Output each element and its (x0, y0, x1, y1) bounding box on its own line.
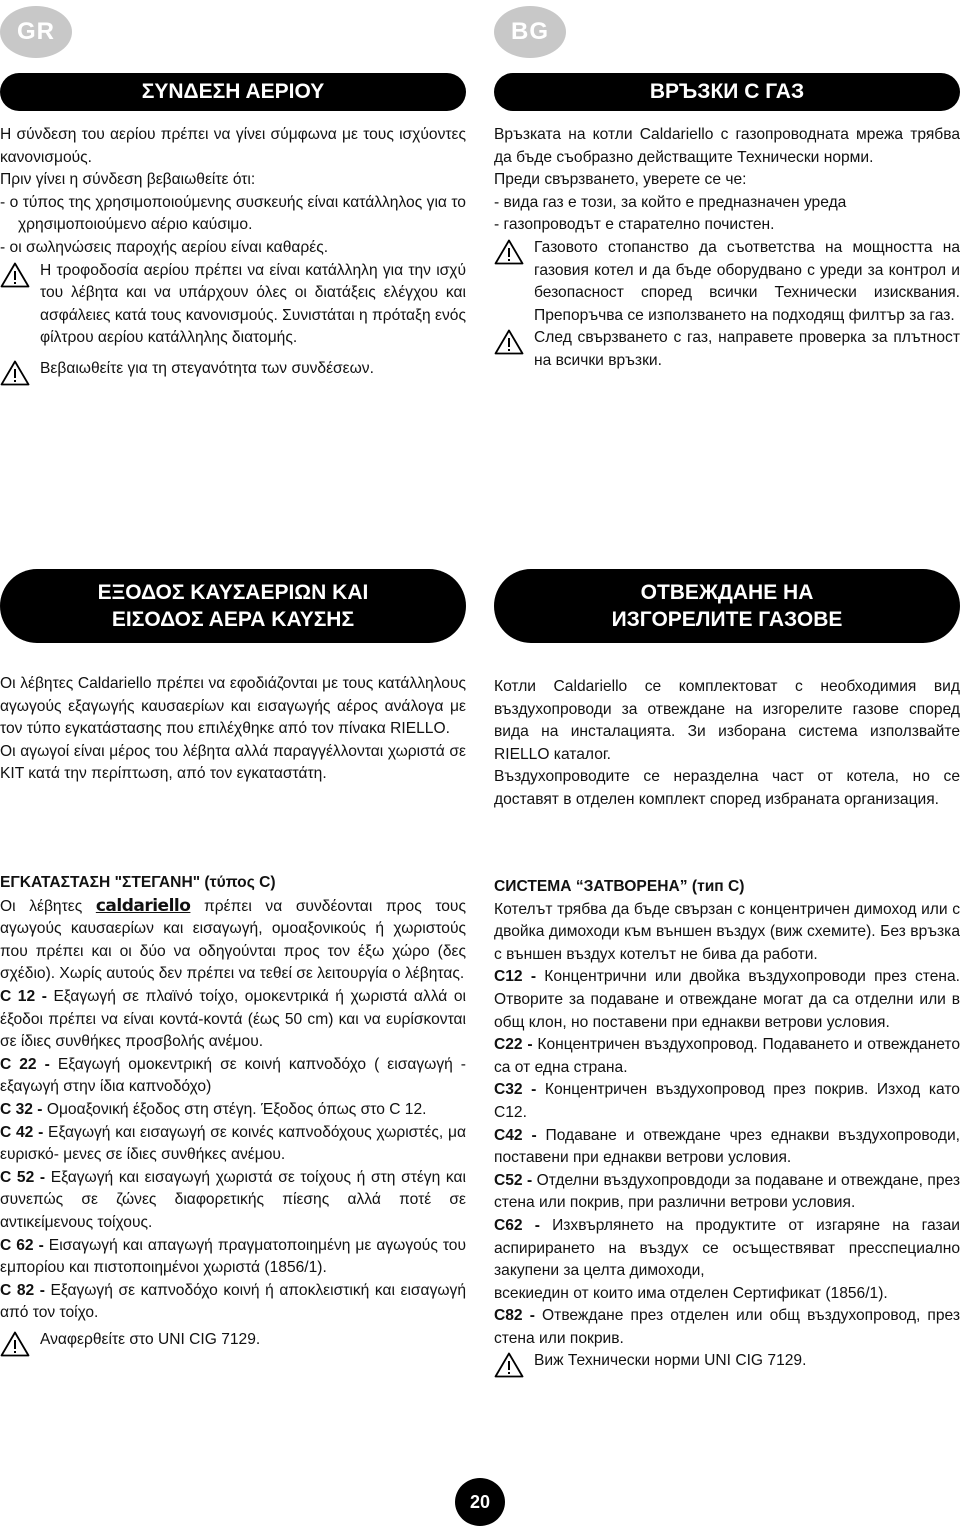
gr-sealed-heading: ΕΓΚΑΤΑΣΤΑΣΗ "ΣΤΕΓΑΝΗ" (τύπος C) (0, 874, 276, 891)
bg-exhaust-title-line: ОТВЕЖДАНЕ НА (640, 581, 814, 604)
gr-gas-section (0, 124, 466, 381)
gr-gas-connection-title: ΣΥΝΔΕΣΗ ΑΕΡΙΟΥ (0, 73, 466, 111)
bg-sealed-intro: Котелът трябва да бъде свързан с концентричен димоход или с двойка димоходи към външен въздух (виж схемите). Без връзка с външен въздух котелът не бива да работи. (494, 900, 960, 963)
bg-exhaust-title-line: ИЗГОРЕЛИТЕ ГАЗОВЕ (611, 608, 843, 631)
bg-gas-warning (494, 237, 960, 327)
bg-gas-warning (494, 327, 960, 372)
gr-gas-warning (0, 260, 466, 350)
gr-gas-paragraph: Η σύνδεση του αερίου πρέπει να γίνει σύμφωνα με τους ισχύοντες κανονισμούς. (0, 126, 466, 166)
gr-sealed-note-text: Αναφερθείτε στο UNI CIG 7129. (40, 1330, 261, 1348)
bg-gas-connection-title: ВРЪЗКИ С ГАЗ (494, 73, 960, 111)
bg-exhaust-title (494, 569, 960, 643)
language-badge-gr: GR (0, 6, 72, 58)
bg-type-c62: C62 - Изхвърлянето на продуктите от изгаряне на газаи аспирирането на въздух се осъществяват пресспециално закупени за целта димоходи, (494, 1216, 960, 1280)
gr-exhaust-title (0, 569, 466, 643)
gr-sealed-intro: Οι λέβητες caldariello πρέπει να συνδέονται προς τους αγωγούς καυσαερίων και εισαγωγή, ομοαξονικούς ή χωριστούς που πρέπει και οι δύο να οδηγούνται προς τον έξω χώρο (δες σχέδιο). Χωρίς αυτούς δεν πρέπει να τεθεί σε λειτουργία ο λέβητας. (0, 895, 466, 983)
bg-sealed-heading: СИСТЕМА “ЗАТВОРЕНА” (тип С) (494, 878, 745, 895)
gr-exhaust-paragraph: Οι αγωγοί είναι μέρος του λέβητα αλλά παραγγέλλονται χωριστά σε KIT κατά την περίπτωση, από τον εγκαταστάτη. (0, 742, 466, 783)
gr-exhaust-title-line: ΕΙΣΟΔΟΣ ΑΕΡΑ ΚΑΥΣΗΣ (111, 608, 355, 631)
page-number: 20 (455, 1478, 505, 1526)
gr-gas-list-item: - ο τύπος της χρησιμοποιούμενης συσκευής είναι κατάλληλος για το χρησιμοποιούμενο αέριο καύσιμο. (0, 193, 466, 234)
bg-gas-paragraph: Връзката на котли Caldariello с газопроводната мрежа трябва да бъде съобразно действащите Технически норми. (494, 126, 960, 166)
bg-gas-warning-text: След свързването с газ, направете проверка за плътност на всички връзки. (534, 329, 960, 369)
gr-type-c22: C 22 - Εξαγωγή ομοκεντρική σε κοινή καπνοδόχο ( εισαγωγή - εξαγωγή στην ίδια καπνοδόχο) (0, 1055, 467, 1096)
bg-type-c22: C22 - Концентричен въздухопровод. Подаването и отвеждането са от една страна. (494, 1036, 960, 1076)
bg-exhaust-paragraph: Въздухопроводите се неразделна част от котела, но се доставят в отделен комплект според избраната организация. (494, 768, 960, 808)
bg-type-c82: C82 - Отвеждане през отделен или общ въздухопровод, през стена или покрив. (494, 1307, 960, 1347)
gr-type-c82: C 82 - Εξαγωγή σε καπνοδόχο κοινή ή αποκλειστική και εισαγωγή από τον τοίχο. (0, 1281, 467, 1322)
bg-sealed-note-text: Виж Технически норми UNI CIG 7129. (534, 1352, 807, 1370)
gr-type-c62: C 62 - Εισαγωγή και απαγωγή πραγματοποιημένη με αγωγούς του εμπορίου και πιστοποιημένοι χωριστά (1856/1). (0, 1236, 466, 1277)
gr-gas-warning-text: Βεβαιωθείτε για τη στεγανότητα των συνδέσεων. (40, 359, 374, 377)
bg-type-c52: C52 - Отделни въздухопровдоди за подаване и отвеждане, през стена или покрив, при различни ветрови условия. (494, 1171, 960, 1212)
gr-type-c32: C 32 - Ομοαξονική έξοδος στη στέγη. Έξοδος όπως στο C 12. (0, 1100, 427, 1118)
caldariello-logo: caldariello (95, 895, 191, 916)
gr-gas-warning-text: Η τροφοδοσία αερίου πρέπει να είναι κατάλληλη για την ισχύ του λέβητα και να υπάρχουν όλες οι διατάξεις ελέγχου και ασφάλειες κατά τους κανονισμούς. Συνιστάται η πρόταξη ενός φίλτρου αερίου κατάλληλης διατομής. (40, 261, 466, 347)
gr-exhaust-paragraph: Οι λέβητες Caldariello πρέπει να εφοδιάζονται με τους κατάλληλους αγωγούς εξαγωγής καυσαερίων και εισαγωγής αέρος ανάλογα με τον τύπο εγκατάστασης που επιλέχθηκε από τον πίνακα RIELLO. (0, 675, 466, 738)
bg-gas-list-item: - газопроводът е старателно почистен. (494, 216, 775, 234)
gr-gas-before-paragraph: Πριν γίνει η σύνδεση βεβαιωθείτε ότι: (0, 171, 256, 189)
warning-icon (0, 262, 30, 288)
warning-icon (494, 1352, 524, 1378)
bg-sealed-section (494, 876, 960, 1373)
gr-type-c52: C 52 - Εξαγωγή και εισαγωγή χωριστά σε τοίχους ή στη στέγη και συνεπώς σε ζώνες διαφορετικής πίεσης αλλά ποτέ σε αντικείμενους τοίχους. (0, 1168, 467, 1231)
bg-gas-list-item: - вида газ е този, за който е предназначен уреда (494, 193, 847, 211)
bg-type-c42: C42 - Подаване и отвеждане чрез еднакви въздухопроводи, поставени при еднакви ветрови условия. (494, 1126, 960, 1167)
warning-icon (0, 1331, 30, 1357)
warning-icon (494, 239, 524, 265)
gr-gas-list-item: - οι σωληνώσεις παροχής αερίου είναι καθαρές. (0, 238, 329, 256)
gr-type-c12: C 12 - Εξαγωγή σε πλαϊνό τοίχο, ομοκεντρικά ή χωριστά αλλά οι έξοδοι πρέπει να είναι κοντά-κοντά (έως 50 cm) και να ευρίσκονται σε ίδιες συνθήκες προσβολής ανέμου. (0, 987, 466, 1051)
bg-type-c62-cert: всекиедин от които има отделен Сертификат (1856/1). (494, 1284, 888, 1302)
bg-exhaust-section (494, 676, 960, 812)
gr-gas-warning (0, 358, 466, 381)
bg-gas-before-paragraph: Преди свързването, уверете се че: (494, 171, 747, 189)
bg-gas-section (494, 124, 960, 373)
gr-sealed-note (0, 1329, 466, 1352)
bg-exhaust-paragraph: Котли Caldariello се комплектоват с необходимия вид въздухопроводи за отвеждане на изгорелите газове според вида на инсталацията. Зи изборана система използвайте RIELLO каталог. (494, 678, 960, 763)
language-badge-bg: BG (494, 6, 566, 58)
gr-exhaust-title-line: ΕΞΟΔΟΣ ΚΑΥΣΑΕΡΙΩΝ ΚΑΙ (97, 581, 369, 604)
warning-icon (0, 360, 30, 386)
bg-sealed-note (494, 1350, 960, 1373)
gr-type-c42: C 42 - Εξαγωγή και εισαγωγή σε κοινές καπνοδόχους χωριστές, μα ευρισκό- μενες σε ίδιες συνθήκες ανέμου. (0, 1123, 466, 1164)
bg-type-c32: C32 - Концентричен въздухопровод през покрив. Изход като C12. (494, 1081, 960, 1121)
gr-exhaust-section (0, 673, 466, 786)
bg-gas-warning-text: Газовото стопанство да съответства на мощността на газовия котел и да бъде оборудвано с уреди за контрол и безопасност според всички Технически изисквания. Препоръчва се използването на подходящ филтър за газ. (534, 238, 960, 324)
warning-icon (494, 329, 524, 355)
gr-sealed-section (0, 872, 466, 1351)
bg-type-c12: C12 - Концентрични или двойка въздухопроводи през стена. Отворите за подаване и отвеждане могат да са отделни или в общ клон, но поставени при еднакви ветрови условия. (494, 968, 960, 1031)
